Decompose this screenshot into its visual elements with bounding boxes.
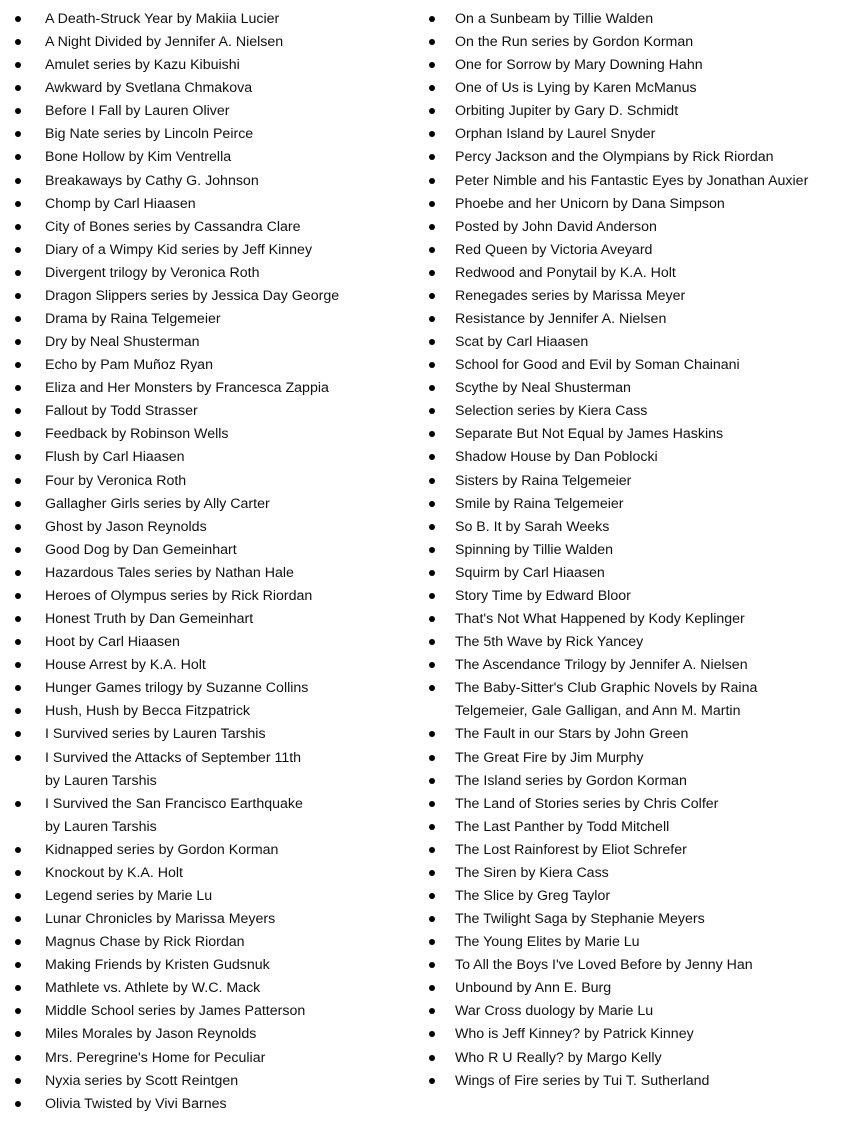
bullet-icon bbox=[429, 362, 435, 368]
book-list-item bbox=[0, 885, 420, 908]
book-title-text: Mathlete vs. Athlete by W.C. Mack bbox=[45, 980, 261, 997]
bullet-icon bbox=[15, 939, 21, 945]
book-title-text: Peter Nimble and his Fantastic Eyes by Jonathan Auxier bbox=[455, 172, 809, 189]
bullet-icon bbox=[15, 501, 21, 507]
bullet-icon bbox=[15, 154, 21, 160]
book-title-text: Echo by Pam Muñoz Ryan bbox=[45, 357, 213, 374]
book-list-item bbox=[410, 8, 859, 31]
book-list-item bbox=[410, 1070, 859, 1093]
book-title-text: Hunger Games trilogy by Suzanne Collins bbox=[45, 680, 309, 697]
book-title-text: Miles Morales by Jason Reynolds bbox=[45, 1026, 257, 1043]
bullet-icon bbox=[15, 662, 21, 668]
bullet-icon bbox=[15, 801, 21, 807]
book-list-item bbox=[0, 839, 420, 862]
book-list-item bbox=[0, 608, 420, 631]
book-title-text: Four by Veronica Roth bbox=[45, 472, 187, 489]
bullet-icon bbox=[15, 39, 21, 45]
book-list-item bbox=[410, 31, 859, 54]
book-list-item bbox=[410, 816, 859, 839]
book-list-item bbox=[410, 631, 859, 654]
bullet-icon bbox=[15, 524, 21, 530]
bullet-icon bbox=[429, 16, 435, 22]
book-title-text: Squirm by Carl Hiaasen bbox=[455, 564, 605, 581]
book-list-right-column bbox=[410, 8, 859, 1093]
book-title-text: A Night Divided by Jennifer A. Nielsen bbox=[45, 34, 284, 51]
book-list-item bbox=[410, 239, 859, 262]
book-title-text: Bone Hollow by Kim Ventrella bbox=[45, 149, 232, 166]
book-list-item bbox=[410, 470, 859, 493]
book-title-text: The Great Fire by Jim Murphy bbox=[455, 749, 644, 766]
book-list-item bbox=[410, 54, 859, 77]
book-title-text: Feedback by Robinson Wells bbox=[45, 426, 229, 443]
book-title-text: Scythe by Neal Shusterman bbox=[455, 380, 631, 397]
book-list-item bbox=[0, 54, 420, 77]
book-title-text: Flush by Carl Hiaasen bbox=[45, 449, 185, 466]
bullet-icon bbox=[15, 85, 21, 91]
book-list-item bbox=[410, 123, 859, 146]
book-list-item bbox=[0, 700, 420, 723]
book-list-item bbox=[410, 608, 859, 631]
bullet-icon bbox=[429, 685, 435, 691]
bullet-icon bbox=[429, 755, 435, 761]
book-list-item bbox=[410, 908, 859, 931]
bullet-icon bbox=[15, 247, 21, 253]
book-list-item bbox=[410, 977, 859, 1000]
book-list-item bbox=[410, 885, 859, 908]
book-list-item bbox=[410, 839, 859, 862]
book-title-text: Selection series by Kiera Cass bbox=[455, 403, 648, 420]
book-list-item bbox=[410, 654, 859, 677]
bullet-icon bbox=[15, 570, 21, 576]
book-list-item bbox=[410, 793, 859, 816]
bullet-icon bbox=[15, 755, 21, 761]
book-title-text: Telgemeier, Gale Galligan, and Ann M. Martin bbox=[455, 703, 741, 720]
book-list-item bbox=[0, 862, 420, 885]
bullet-icon bbox=[429, 39, 435, 45]
bullet-icon bbox=[429, 824, 435, 830]
book-title-text: The Baby-Sitter's Club Graphic Novels by Raina bbox=[455, 680, 758, 697]
book-list-item bbox=[410, 331, 859, 354]
book-list-item bbox=[410, 262, 859, 285]
book-list-item bbox=[410, 100, 859, 123]
book-title-text: I Survived series by Lauren Tarshis bbox=[45, 726, 266, 743]
book-title-text: Diary of a Wimpy Kid series by Jeff Kinney bbox=[45, 241, 313, 258]
bullet-icon bbox=[15, 1031, 21, 1037]
book-title-text: Magnus Chase by Rick Riordan bbox=[45, 934, 245, 951]
book-title-text: The Slice by Greg Taylor bbox=[455, 887, 611, 904]
book-list-item bbox=[410, 677, 859, 723]
book-title-text: I Survived the Attacks of September 11th bbox=[45, 749, 302, 766]
bullet-icon bbox=[15, 870, 21, 876]
book-title-text: Kidnapped series by Gordon Korman bbox=[45, 841, 279, 858]
book-list-item bbox=[0, 1000, 420, 1023]
book-list-item bbox=[0, 723, 420, 746]
bullet-icon bbox=[15, 293, 21, 299]
bullet-icon bbox=[15, 316, 21, 322]
book-title-text: Breakaways by Cathy G. Johnson bbox=[45, 172, 259, 189]
book-title-text: Phoebe and her Unicorn by Dana Simpson bbox=[455, 195, 725, 212]
book-title-text: The Last Panther by Todd Mitchell bbox=[455, 818, 670, 835]
book-title-text: The Twilight Saga by Stephanie Meyers bbox=[455, 911, 705, 928]
bullet-icon bbox=[429, 524, 435, 530]
book-list-item bbox=[0, 193, 420, 216]
book-title-text: Story Time by Edward Bloor bbox=[455, 587, 631, 604]
book-title-text: Before I Fall by Lauren Oliver bbox=[45, 103, 230, 120]
book-title-text: War Cross duology by Marie Lu bbox=[455, 1003, 654, 1020]
bullet-icon bbox=[15, 731, 21, 737]
book-title-text: Separate But Not Equal by James Haskins bbox=[455, 426, 724, 443]
book-title-text: Dragon Slippers series by Jessica Day George bbox=[45, 287, 340, 304]
book-list-item bbox=[0, 262, 420, 285]
book-title-text: On a Sunbeam by Tillie Walden bbox=[455, 11, 654, 27]
book-title-text: Resistance by Jennifer A. Nielsen bbox=[455, 311, 667, 328]
book-list-item bbox=[0, 1023, 420, 1046]
bullet-icon bbox=[429, 339, 435, 345]
book-list-item bbox=[410, 146, 859, 169]
bullet-icon bbox=[429, 593, 435, 599]
bullet-icon bbox=[15, 962, 21, 968]
book-title-text: Good Dog by Dan Gemeinhart bbox=[45, 541, 237, 558]
book-list-item bbox=[0, 931, 420, 954]
book-title-text: That's Not What Happened by Kody Keplinger bbox=[455, 611, 745, 628]
book-list-item bbox=[410, 493, 859, 516]
book-list-item bbox=[0, 470, 420, 493]
book-title-text: Middle School series by James Patterson bbox=[45, 1003, 306, 1020]
bullet-icon bbox=[429, 501, 435, 507]
bullet-icon bbox=[15, 362, 21, 368]
book-title-text: Olivia Twisted by Vivi Barnes bbox=[45, 1095, 227, 1112]
bullet-icon bbox=[429, 731, 435, 737]
book-title-text: Honest Truth by Dan Gemeinhart bbox=[45, 611, 254, 628]
book-list-item bbox=[410, 354, 859, 377]
bullet-icon bbox=[15, 616, 21, 622]
book-title-text: I Survived the San Francisco Earthquake bbox=[45, 795, 303, 812]
bullet-icon bbox=[15, 593, 21, 599]
book-list-item bbox=[0, 493, 420, 516]
bullet-icon bbox=[15, 431, 21, 437]
bullet-icon bbox=[429, 85, 435, 91]
bullet-icon bbox=[429, 893, 435, 899]
book-title-text: Redwood and Ponytail by K.A. Holt bbox=[455, 264, 676, 281]
book-list-item bbox=[0, 77, 420, 100]
bullet-icon bbox=[429, 985, 435, 991]
bullet-icon bbox=[429, 570, 435, 576]
bullet-icon bbox=[429, 247, 435, 253]
bullet-icon bbox=[15, 916, 21, 922]
book-list-item bbox=[0, 239, 420, 262]
bullet-icon bbox=[15, 62, 21, 68]
book-title-text: Renegades series by Marissa Meyer bbox=[455, 287, 686, 304]
book-list-item bbox=[0, 354, 420, 377]
book-title-text: The 5th Wave by Rick Yancey bbox=[455, 634, 644, 651]
book-list-item bbox=[410, 1000, 859, 1023]
book-list-item bbox=[410, 77, 859, 100]
bullet-icon bbox=[429, 939, 435, 945]
bullet-icon bbox=[429, 639, 435, 645]
bullet-icon bbox=[429, 108, 435, 114]
bullet-icon bbox=[429, 454, 435, 460]
bullet-icon bbox=[15, 1008, 21, 1014]
book-title-text: Amulet series by Kazu Kibuishi bbox=[45, 57, 240, 74]
bullet-icon bbox=[429, 154, 435, 160]
bullet-icon bbox=[15, 1101, 21, 1107]
bullet-icon bbox=[429, 962, 435, 968]
book-title-text: Hush, Hush by Becca Fitzpatrick bbox=[45, 703, 251, 720]
book-title-text: Scat by Carl Hiaasen bbox=[455, 334, 589, 351]
book-list-item bbox=[410, 770, 859, 793]
bullet-icon bbox=[429, 801, 435, 807]
book-title-text: The Lost Rainforest by Eliot Schrefer bbox=[455, 841, 687, 858]
book-title-text: Spinning by Tillie Walden bbox=[455, 541, 613, 558]
book-list-item bbox=[0, 1070, 420, 1093]
book-list-item bbox=[0, 977, 420, 1000]
book-title-text: Divergent trilogy by Veronica Roth bbox=[45, 264, 260, 281]
book-list-item bbox=[410, 562, 859, 585]
book-list-item bbox=[0, 654, 420, 677]
book-title-text: Unbound by Ann E. Burg bbox=[455, 980, 612, 997]
book-list-item bbox=[410, 446, 859, 469]
book-title-text: Nyxia series by Scott Reintgen bbox=[45, 1072, 239, 1089]
book-list-item bbox=[410, 723, 859, 746]
book-title-text: by Lauren Tarshis bbox=[45, 818, 157, 835]
book-title-text: School for Good and Evil by Soman Chainani bbox=[455, 357, 740, 374]
bullet-icon bbox=[429, 916, 435, 922]
bullet-icon bbox=[15, 985, 21, 991]
book-list-item bbox=[0, 331, 420, 354]
book-title-text: To All the Boys I've Loved Before by Jenny Han bbox=[455, 957, 753, 974]
book-title-text: Shadow House by Dan Poblocki bbox=[455, 449, 658, 466]
book-title-text: Eliza and Her Monsters by Francesca Zappia bbox=[45, 380, 329, 397]
book-list-item bbox=[0, 677, 420, 700]
bullet-icon bbox=[429, 847, 435, 853]
book-title-text: The Young Elites by Marie Lu bbox=[455, 934, 640, 951]
bullet-icon bbox=[15, 478, 21, 484]
book-title-text: Big Nate series by Lincoln Peirce bbox=[45, 126, 254, 143]
book-list-item bbox=[0, 377, 420, 400]
book-title-text: Chomp by Carl Hiaasen bbox=[45, 195, 196, 212]
bullet-icon bbox=[15, 408, 21, 414]
book-title-text: Knockout by K.A. Holt bbox=[45, 864, 184, 881]
book-list-item bbox=[0, 216, 420, 239]
book-list-item bbox=[410, 400, 859, 423]
book-title-text: Wings of Fire series by Tui T. Sutherland bbox=[455, 1072, 710, 1089]
book-list-item bbox=[0, 170, 420, 193]
book-list-item bbox=[0, 423, 420, 446]
bullet-icon bbox=[429, 293, 435, 299]
book-list-item bbox=[0, 954, 420, 977]
bullet-icon bbox=[15, 108, 21, 114]
book-list-item bbox=[0, 8, 420, 31]
book-list-item bbox=[410, 747, 859, 770]
book-list-item bbox=[0, 793, 420, 839]
bullet-icon bbox=[15, 893, 21, 899]
book-title-text: Ghost by Jason Reynolds bbox=[45, 518, 207, 535]
bullet-icon bbox=[429, 547, 435, 553]
bullet-icon bbox=[15, 270, 21, 276]
bullet-icon bbox=[15, 639, 21, 645]
book-list-item bbox=[0, 400, 420, 423]
book-list-item bbox=[0, 285, 420, 308]
book-title-text: City of Bones series by Cassandra Clare bbox=[45, 218, 301, 235]
bullet-icon bbox=[429, 778, 435, 784]
book-list-item bbox=[410, 423, 859, 446]
book-title-text: Sisters by Raina Telgemeier bbox=[455, 472, 632, 489]
bullet-icon bbox=[15, 178, 21, 184]
bullet-icon bbox=[429, 408, 435, 414]
book-list-item bbox=[410, 285, 859, 308]
bullet-icon bbox=[15, 131, 21, 137]
book-title-text: The Fault in our Stars by John Green bbox=[455, 726, 689, 743]
book-title-text: Dry by Neal Shusterman bbox=[45, 334, 200, 351]
book-title-text: Orbiting Jupiter by Gary D. Schmidt bbox=[455, 103, 679, 120]
book-list-item bbox=[0, 631, 420, 654]
book-list-item bbox=[410, 585, 859, 608]
book-title-text: The Ascendance Trilogy by Jennifer A. Nielsen bbox=[455, 657, 748, 674]
book-title-text: Smile by Raina Telgemeier bbox=[455, 495, 624, 512]
book-title-text: Red Queen by Victoria Aveyard bbox=[455, 241, 653, 258]
book-list-item bbox=[0, 146, 420, 169]
bullet-icon bbox=[429, 201, 435, 207]
book-list-item bbox=[410, 954, 859, 977]
bullet-icon bbox=[429, 385, 435, 391]
book-title-text: Legend series by Marie Lu bbox=[45, 887, 213, 904]
bullet-icon bbox=[15, 1055, 21, 1061]
book-title-text: Who is Jeff Kinney? by Patrick Kinney bbox=[455, 1026, 694, 1043]
book-list-item bbox=[410, 539, 859, 562]
book-title-text: Heroes of Olympus series by Rick Riordan bbox=[45, 587, 313, 604]
bullet-icon bbox=[15, 385, 21, 391]
book-title-text: So B. It by Sarah Weeks bbox=[455, 518, 610, 535]
bullet-icon bbox=[15, 16, 21, 22]
book-title-text: Making Friends by Kristen Gudsnuk bbox=[45, 957, 270, 974]
book-list-item bbox=[0, 908, 420, 931]
bullet-icon bbox=[15, 847, 21, 853]
bullet-icon bbox=[429, 431, 435, 437]
book-title-text: Lunar Chronicles by Marissa Meyers bbox=[45, 911, 276, 928]
book-title-text: Fallout by Todd Strasser bbox=[45, 403, 198, 420]
book-title-text: House Arrest by K.A. Holt bbox=[45, 657, 206, 674]
bullet-icon bbox=[429, 178, 435, 184]
book-title-text: Mrs. Peregrine's Home for Peculiar bbox=[45, 1049, 266, 1066]
book-list-item bbox=[0, 562, 420, 585]
book-list-item bbox=[410, 170, 859, 193]
bullet-icon bbox=[429, 1055, 435, 1061]
bullet-icon bbox=[429, 616, 435, 622]
bullet-icon bbox=[429, 62, 435, 68]
book-list-item bbox=[410, 193, 859, 216]
book-list-item bbox=[410, 516, 859, 539]
bullet-icon bbox=[15, 708, 21, 714]
bullet-icon bbox=[429, 1031, 435, 1037]
bullet-icon bbox=[429, 224, 435, 230]
bullet-icon bbox=[429, 270, 435, 276]
book-list-item bbox=[410, 931, 859, 954]
book-list-item bbox=[0, 123, 420, 146]
bullet-icon bbox=[15, 339, 21, 345]
bullet-icon bbox=[15, 547, 21, 553]
book-list-item bbox=[410, 862, 859, 885]
book-list-item bbox=[0, 31, 420, 54]
book-title-text: Hoot by Carl Hiaasen bbox=[45, 634, 180, 651]
book-list-item bbox=[0, 1047, 420, 1070]
book-title-text: On the Run series by Gordon Korman bbox=[455, 34, 694, 51]
book-list-item bbox=[410, 377, 859, 400]
book-title-text: Who R U Really? by Margo Kelly bbox=[455, 1049, 662, 1066]
book-title-text: The Island series by Gordon Korman bbox=[455, 772, 687, 789]
book-title-text: A Death-Struck Year by Makiia Lucier bbox=[45, 11, 280, 27]
book-list-left-column bbox=[0, 8, 420, 1116]
book-title-text: Awkward by Svetlana Chmakova bbox=[45, 80, 253, 97]
bullet-icon bbox=[429, 478, 435, 484]
book-title-text: Percy Jackson and the Olympians by Rick Riordan bbox=[455, 149, 774, 166]
book-list-item bbox=[0, 1093, 420, 1116]
bullet-icon bbox=[429, 131, 435, 137]
book-title-text: by Lauren Tarshis bbox=[45, 772, 157, 789]
book-title-text: Orphan Island by Laurel Snyder bbox=[455, 126, 656, 143]
bullet-icon bbox=[429, 662, 435, 668]
book-list-item bbox=[0, 539, 420, 562]
bullet-icon bbox=[429, 870, 435, 876]
book-title-text: Hazardous Tales series by Nathan Hale bbox=[45, 564, 294, 581]
book-list-item bbox=[410, 216, 859, 239]
bullet-icon bbox=[15, 1078, 21, 1084]
book-title-text: Gallagher Girls series by Ally Carter bbox=[45, 495, 270, 512]
book-list-item bbox=[0, 516, 420, 539]
book-title-text: One of Us is Lying by Karen McManus bbox=[455, 80, 697, 97]
book-list-item bbox=[0, 100, 420, 123]
bullet-icon bbox=[15, 454, 21, 460]
bullet-icon bbox=[429, 1008, 435, 1014]
book-list-item bbox=[410, 308, 859, 331]
book-list-item bbox=[0, 747, 420, 793]
bullet-icon bbox=[15, 201, 21, 207]
book-title-text: One for Sorrow by Mary Downing Hahn bbox=[455, 57, 703, 74]
book-title-text: Drama by Raina Telgemeier bbox=[45, 311, 221, 328]
book-list-item bbox=[0, 446, 420, 469]
book-list-item bbox=[0, 585, 420, 608]
book-list-item bbox=[0, 308, 420, 331]
bullet-icon bbox=[429, 1078, 435, 1084]
bullet-icon bbox=[15, 224, 21, 230]
book-list-item bbox=[410, 1023, 859, 1046]
bullet-icon bbox=[15, 685, 21, 691]
book-list-item bbox=[410, 1047, 859, 1070]
book-title-text: The Land of Stories series by Chris Colfer bbox=[455, 795, 719, 812]
bullet-icon bbox=[429, 316, 435, 322]
book-title-text: Posted by John David Anderson bbox=[455, 218, 657, 235]
book-title-text: The Siren by Kiera Cass bbox=[455, 864, 609, 881]
